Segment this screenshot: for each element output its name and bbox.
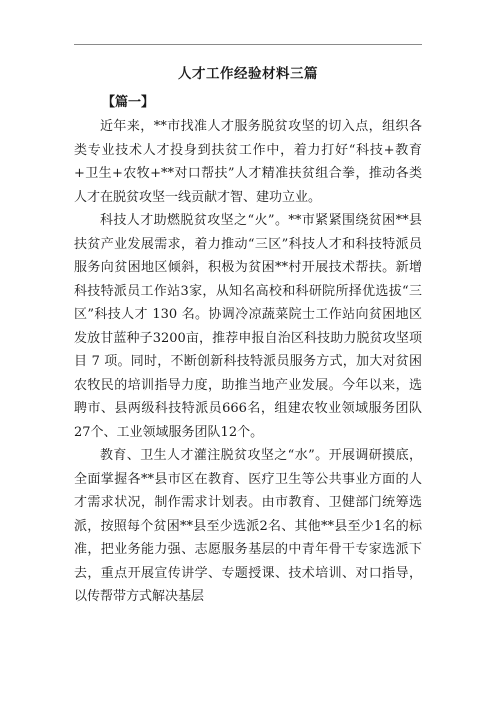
- header-rule: [74, 44, 422, 45]
- paragraph-intro: 近年来，**市找准人才服务脱贫攻坚的切入点，组织各类专业技术人才投身到扶贫工作中，着力打好“科技+教育+卫生+农牧+**对口帮扶”人才精准扶贫组合拳，推动各类人才在脱贫攻坚一线贡献才智、建功立业。: [74, 119, 422, 205]
- paragraph-science-talent: 科技人才助燃脱贫攻坚之“火”。**市紧紧围绕贫困**县扶贫产业发展需求，着力推动“三区”科技人才和科技特派员服务向贫困地区倾斜，积极为贫困**村开展技术帮扶。新增科技特派员工作站3家，从知名高校和科研院所择优选拔“三区”科技人才 130 名。协调冷凉蔬菜院士工作站向贫困地区发放甘蓝种子3200亩，推荐申报自治区科技助力脱贫攻坚项目 7 项。同时，不断创新科技特派员服务方式，加大对贫困农牧民的培训指导力度，助推当地产业发展。今年以来，选聘市、县两级科技特派员666名，组建农牧业领域服务团队27个、工业领域服务团队12个。: [74, 213, 422, 440]
- document-body: [74, 115, 422, 609]
- document-title: 人才工作经验材料三篇: [178, 66, 318, 82]
- section-label: 【篇一】: [102, 95, 155, 110]
- paragraph-education-health-talent: 教育、卫生人才灌注脱贫攻坚之“水”。开展调研摸底，全面掌握各**县市区在教育、医疗卫生等公共事业方面的人才需求状况，制作需求计划表。由市教育、卫健部门统筹选派，按照每个贫困**县至少选派2名、其他**县至少1名的标准，把业务能力强、志愿服务基层的中青年骨干专家选派下去，重点开展宣传讲学、专题授课、技术培训、对口指导，以传帮带方式解决基层: [74, 448, 422, 604]
